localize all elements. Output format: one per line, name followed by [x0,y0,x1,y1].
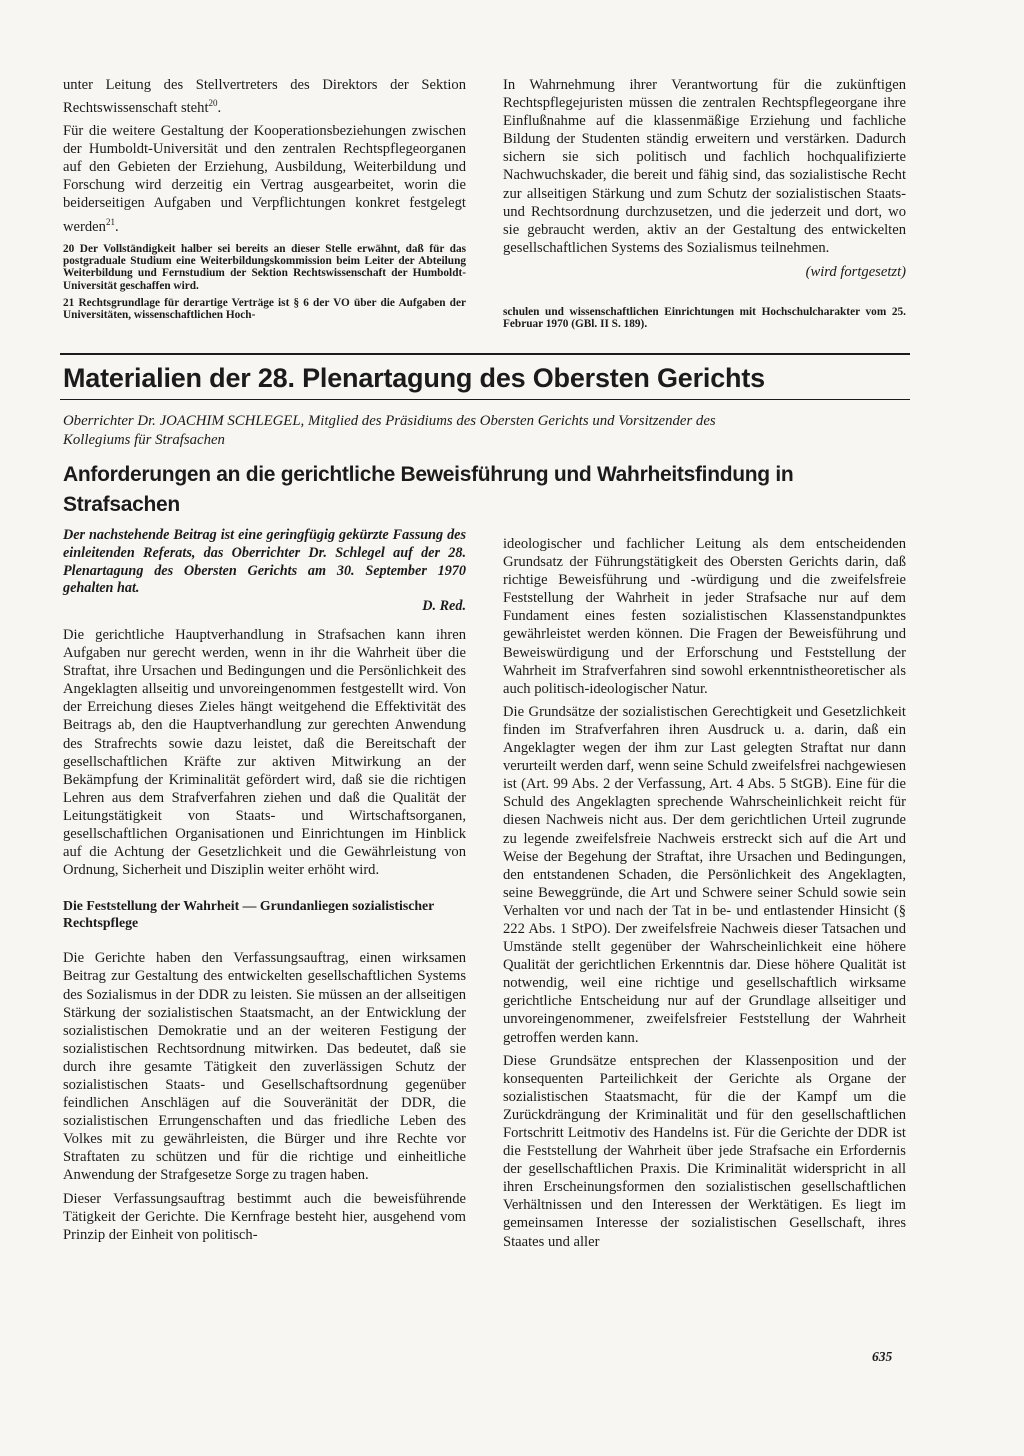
section-rule-top [60,353,910,355]
footnote-21-continued: schulen und wissenschaftlichen Einrichtungen mit Hochschulcharakter vom 25. Februar 1970 (GBl. II S. 189). [503,306,906,331]
wird-fortgesetzt-note: (wird fortgesetzt) [805,263,906,280]
author-line: Oberrichter Dr. JOACHIM SCHLEGEL, Mitglied des Präsidiums des Obersten Gerichts und Vorsitzender des Kollegiums für Strafsachen [63,413,716,448]
editorial-intro-text: Der nachstehende Beitrag ist eine geringfügig gekürzte Fassung des einleitenden Referats, das Oberrichter Dr. Schlegel auf der 28. Plenartagung des Obersten Gerichts am 30. September 1970 gehalten hat. [63,527,466,597]
footnotes-left [63,243,466,321]
page-number: 635 [872,1349,893,1364]
footnote-ref-21: 21 [105,216,115,227]
body-paragraph-4: ideologischer und fachlicher Leitung als dem entscheidenden Grundsatz der Führungstätigkeit des Obersten Gerichts darin, daß richtige Beweisführung und -würdigung und die zweifelsfreie Feststellung der Wahrheit in jeder Strafsache nur auf dem Fundament eines festen sozialistischen Klassenstandpunktes gewährleistet werden können. Die Fragen der Beweisführung und Beweiswürdigung und der Erforschung und Feststellung der Wahrheit im Strafverfahren sind sowohl erkenntnistheoretischer als auch politisch-ideologischer Natur. [503,536,906,697]
footnote-ref-20: 20 [208,98,218,109]
body-right-column [503,535,906,1251]
body-paragraph-2: Die Gerichte haben den Verfassungsauftrag, einen wirksamen Beitrag zur Gestaltung des entwickelten gesellschaftlichen Systems des Sozialismus in der DDR zu leisten. Sie müssen an der allseitigen Stärkung der sozialistischen Staatsmacht, an der Entwicklung der sozialistischen Demokratie und an der weiteren Festigung der sozialistischen Rechtsordnung mitwirken. Das bedeutet, daß sie durch ihre gesamte Tätigkeit den zuverlässigen Schutz der sozialistischen Staats- und Gesellschaftsordnung gegenüber feindlichen Anschlägen auf die Souveränität der DDR, die sozialistischen Errungenschaften und das friedliche Leben des Volkes mit zu gewährleisten, die Bürger und ihre Rechte vor Straftaten zu schützen und für die richtige und einheitliche Anwendung der Strafgesetze Sorge zu tragen haben. [63,950,466,1184]
top-left-column [63,76,466,235]
continuation-paragraph-3: In Wahrnehmung ihrer Verantwortung für die zukünftigen Rechtspflegejuristen müssen die zentralen Rechtspflegeorgane ihre Einflußnahme auf die klassenmäßige Erziehung und fachliche Bildung der Studenten ständig erweitern und verstärken. Dadurch sichern sie sich politisch und fachlich hochqualifizierte Nachwuchskader, die bereit und fähig sind, das sozialistische Recht zur allseitigen Stärkung und zum Schutz der sozialistischen Staats- und Rechtsordnung durchzusetzen, und die jederzeit und dort, wo sie gebraucht werden, aktiv an der Gestaltung des entwickelten gesellschaftlichen Systems des Sozialismus teilnehmen. [503,77,906,256]
section-title: Materialien der 28. Plenartagung des Obersten Gerichts [63,363,765,393]
body-paragraph-3: Dieser Verfassungsauftrag bestimmt auch die beweisführende Tätigkeit der Gerichte. Die Kernfrage besteht hier, ausgehend vom Prinzip der Einheit von politisch- [63,1190,466,1243]
editorial-intro [63,527,466,616]
section-rule-bottom [60,399,910,400]
footnote-20: 20 Der Vollständigkeit halber sei bereits an dieser Stelle erwähnt, daß für das postgraduale Studium eine Weiterbildungskommission beim Leiter der Abteilung Weiterbildung und Fernstudium der Sektion Rechtswissenschaft der Humboldt-Universität geschaffen wird. [63,243,466,292]
subheading: Die Feststellung der Wahrheit — Grundanliegen sozialistischer Rechtspflege [63,898,434,931]
body-paragraph-1: Die gerichtliche Hauptverhandlung in Strafsachen kann ihren Aufgaben nur gerecht werden, wenn in ihr die Wahrheit über die Straftat, ihre Ursachen und Bedingungen und die Persönlichkeit des Angeklagten allseitig und unvoreingenommen festgestellt wird. Von der Erreichung dieses Zieles hängt weitgehend die Effektivität des Beitrags ab, den die Hauptverhandlung zur gerechten Anwendung des Strafrechts sowie dazu leistet, daß die Bereitschaft der gesellschaftlichen Kräfte zur aktiven Mitwirkung an der Bekämpfung der Kriminalität gefördert wird, daß sie die richtigen Lehren aus dem Strafverfahren ziehen und daß die Qualität der Leitungstätigkeit von Staats- und Wirtschaftsorganen, gesellschaftlichen Organisationen und Einrichtungen im Hinblick auf die Achtung der Gesetzlichkeit und die Gewährleistung von Ordnung, Sicherheit und Disziplin weiter erhöht wird. [63,627,466,879]
continuation-paragraph-2: Für die weitere Gestaltung der Kooperationsbeziehungen zwischen der Humboldt-Universität und den zentralen Rechtspflegeorganen auf den Gebieten der Erziehung, Ausbildung, Weiterbildung und Forschung wird derzeitig ein Vertrag ausgearbeitet, worin die beiderseitigen Aufgaben und Verpflichtungen konkret festgelegt werden$^{21}$. [63,123,466,235]
continuation-paragraph-1: unter Leitung des Stellvertreters des Direktors der Sektion Rechtswissenschaft steht$^{20}$. [63,77,466,116]
top-right-column [503,76,906,281]
editorial-signature: D. Red. [422,598,466,615]
footnotes-right [503,306,906,330]
body-left-column [63,626,466,1244]
footnote-21: 21 Rechtsgrundlage für derartige Verträge ist § 6 der VO über die Aufgaben der Universitäten, wissenschaftlichen Hoch- [63,296,466,322]
body-paragraph-6: Diese Grundsätze entsprechen der Klassenposition und der konsequenten Parteilichkeit der Gerichte als Organe der sozialistischen Staatsmacht, für die der Kampf um die Zurückdrängung der Kriminalität und für den gesellschaftlichen Fortschritt Leitmotiv des Handelns ist. Für die Gerichte der DDR ist die Feststellung der Wahrheit über jede Strafsache ein Erfordernis der gesellschaftlichen Praxis. Die Kriminalität widerspricht in all ihren Erscheinungsformen den sozialistischen gesellschaftlichen Verhältnissen und den Interessen der Werktätigen. Es liegt im gemeinsamen Interesse der sozialistischen Gesellschaft, ihres Staates und aller [503,1052,906,1250]
body-paragraph-5: Die Grundsätze der sozialistischen Gerechtigkeit und Gesetzlichkeit finden im Strafverfahren ihren Ausdruck u. a. darin, daß ein Angeklagter wegen der ihm zur Last gelegten Straftat nur dann verurteilt werden darf, wenn seine Schuld zweifelsfrei nachgewiesen ist (Art. 99 Abs. 2 der Verfassung, Art. 4 Abs. 5 StGB). Eine für die Schuld des Angeklagten sprechende Wahrscheinlichkeit reicht für diesen Nachweis nicht aus. Der dem gerichtlichen Urteil zugrunde zu legende zweifelsfreie Nachweis erstreckt sich auf die Art und Weise der Begehung der Straftat, ihre Ursachen und Bedingungen, den entstandenen Schaden, die Persönlichkeit des Angeklagten, seine Beweggründe, die Art und Schwere seiner Schuld sowie sein Verhalten vor und nach der Tat in be- und entlastender Hinsicht (§ 222 Abs. 1 StPO). Der zweifelsfreie Nachweis dieser Tatsachen und Umstände stellt gegenüber der Wahrscheinlichkeit eine höhere Qualität der gerichtlichen Erkenntnis dar. Diese höhere Qualität ist notwendig, weil eine richtige und gesellschaftlich wirksame gerichtliche Entscheidung nur auf der Grundlage allseitiger und unvoreingenommener, zweifelsfreier Feststellung der Wahrheit getroffen werden kann. [503,703,906,1046]
article-title: Anforderungen an die gerichtliche Beweisführung und Wahrheitsfindung in Strafsachen [63,463,794,516]
